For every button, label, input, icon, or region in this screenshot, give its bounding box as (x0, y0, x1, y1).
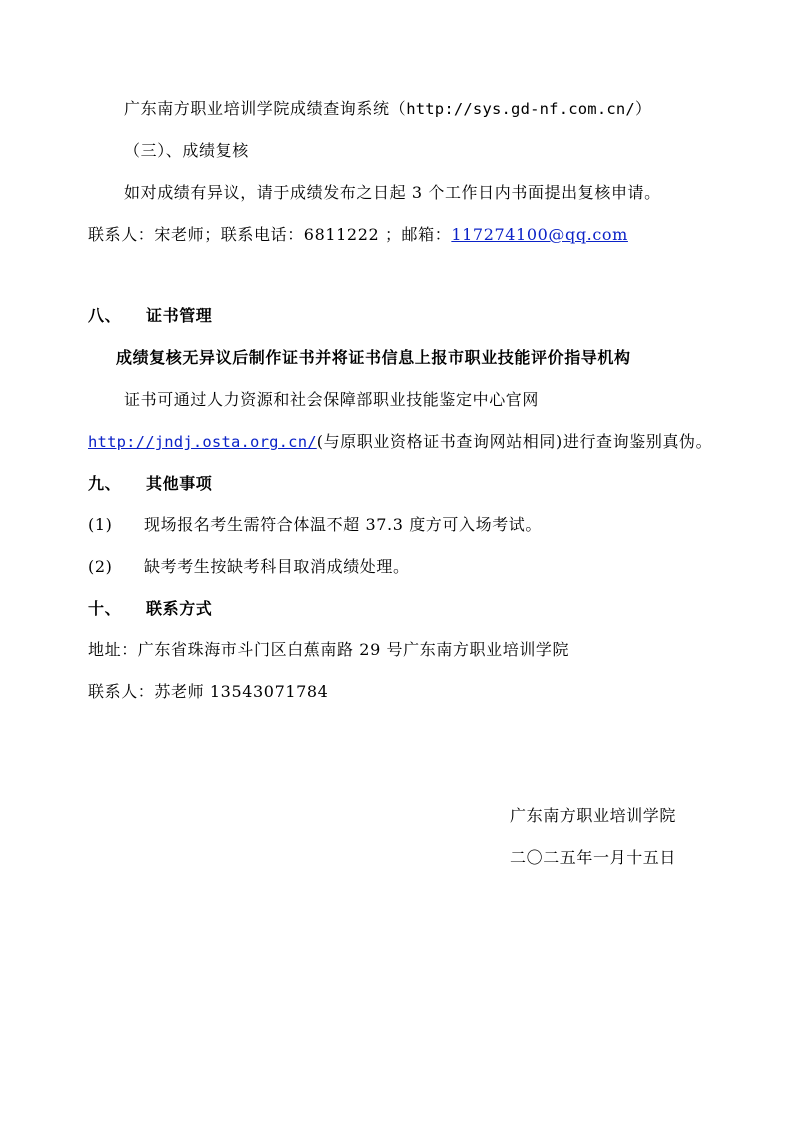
section-8-title: 证书管理 (146, 306, 213, 325)
address-text: 地址：广东省珠海市斗门区白蕉南路 29 号广东南方职业培训学院 (88, 640, 570, 659)
list-item (88, 556, 410, 578)
query-system-line (124, 98, 652, 120)
list-item-text: 缺考考生按缺考科目取消成绩处理。 (144, 557, 410, 576)
section-8-url-line (88, 431, 712, 453)
contact-text: 联系人：苏老师 13543071784 (88, 682, 329, 701)
query-system-url: http://sys.gd-nf.com.cn/ (406, 100, 635, 118)
section-10-title: 联系方式 (146, 599, 213, 618)
query-system-text: 广东南方职业培训学院成绩查询系统（ (124, 99, 407, 118)
section-8-heading (88, 305, 212, 327)
section-9-title: 其他事项 (146, 474, 213, 493)
review-heading: （三）、成绩复核 (124, 141, 249, 160)
section-10-heading (88, 598, 212, 620)
list-item-number: (2) (88, 557, 113, 576)
review-contact-prefix: 联系人：宋老师；联系电话：6811222 ；邮箱： (88, 225, 452, 244)
osta-url-link[interactable]: http://jndj.osta.org.cn/ (88, 433, 317, 451)
review-contact-line (88, 224, 628, 246)
list-item-text: 现场报名考生需符合体温不超 37.3 度方可入场考试。 (144, 515, 542, 534)
email-link[interactable]: 117274100@qq.com (451, 225, 628, 244)
signature-org: 广东南方职业培训学院 (510, 806, 677, 825)
section-9-number: 九、 (88, 474, 122, 493)
section-8-text-1: 证书可通过人力资源和社会保障部职业技能鉴定中心官网 (124, 390, 540, 409)
section-8-number: 八、 (88, 306, 122, 325)
list-item (88, 514, 542, 536)
section-10-number: 十、 (88, 599, 122, 618)
review-text: 如对成绩有异议，请于成绩发布之日起 3 个工作日内书面提出复核申请。 (124, 183, 661, 202)
section-8-bold-text: 成绩复核无异议后制作证书并将证书信息上报市职业技能评价指导机构 (116, 348, 631, 367)
signature-date: 二〇二五年一月十五日 (510, 848, 677, 867)
section-8-text-2: (与原职业资格证书查询网站相同)进行查询鉴别真伪。 (316, 432, 713, 451)
list-item-number: (1) (88, 515, 113, 534)
query-system-close: ） (634, 99, 652, 118)
section-9-heading (88, 473, 212, 495)
